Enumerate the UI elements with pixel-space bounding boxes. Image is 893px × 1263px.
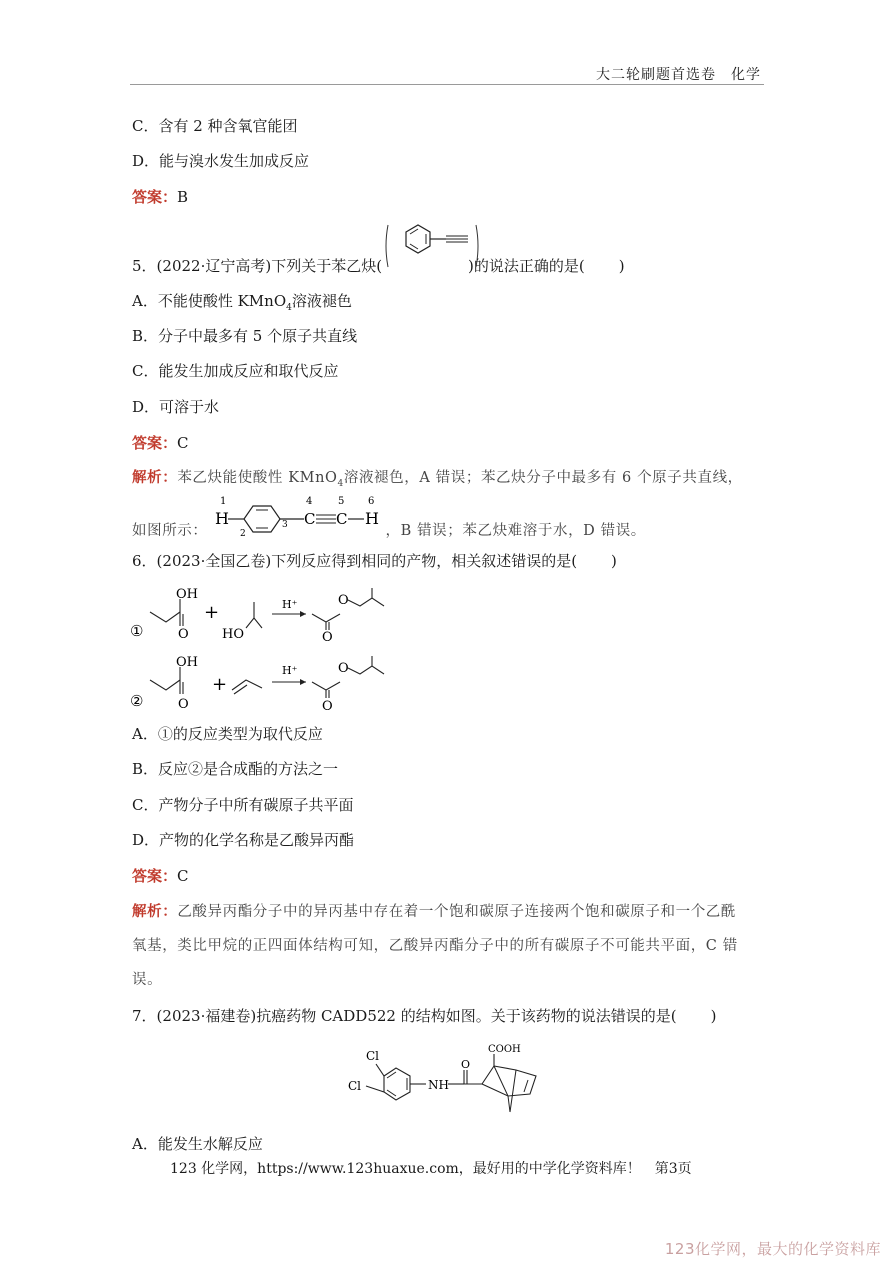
- ester-o-label: O: [338, 593, 349, 608]
- q6-stem: [132, 551, 617, 571]
- atom-c-5: C: [336, 510, 348, 528]
- atom-c-4: C: [304, 510, 316, 528]
- q4-answer: [132, 187, 188, 207]
- reaction-2-scheme: [128, 650, 388, 714]
- q5-option-c: C．能发生加成反应和取代反应: [132, 362, 339, 380]
- ester-o-label: O: [338, 661, 349, 676]
- plus-sign: +: [204, 602, 220, 623]
- catalyst-label: H⁺: [282, 598, 298, 611]
- ester-carbonyl-o: O: [322, 699, 333, 714]
- amide-o-label: O: [461, 1058, 471, 1071]
- q6-analysis-text1: 乙酸异丙酯分子中的异丙基中存在着一个饱和碳原子连接两个饱和碳原子和一个乙酰: [177, 904, 737, 920]
- q5-stem-part2: )的说法正确的是(: [468, 257, 585, 275]
- carbonyl-o-label: O: [178, 697, 189, 712]
- answer-label: 答案：: [132, 434, 178, 452]
- q5-analysis-2b: ，B 错误；苯乙炔难溶于水，D 错误。: [385, 523, 646, 539]
- site-watermark: 123化学网，最大的化学资料库: [664, 1240, 881, 1258]
- cl-upper: Cl: [366, 1049, 380, 1063]
- answer-value: C: [177, 867, 189, 885]
- answer-value: B: [177, 188, 189, 206]
- q5a-text-end: 溶液褪色: [291, 292, 352, 310]
- oh-label: OH: [176, 655, 198, 670]
- q6-option-c: C．产物分子中所有碳原子共平面: [132, 796, 354, 814]
- q6-option-a: A．①的反应类型为取代反应: [132, 725, 323, 743]
- plus-sign: +: [212, 674, 228, 695]
- q7-stem: [132, 1006, 716, 1026]
- q7-option-a: A．能发生水解反应: [132, 1135, 263, 1153]
- carbonyl-o-label: O: [178, 627, 189, 642]
- q5a-subscript: 4: [286, 303, 292, 313]
- analysis-label: 解析：: [132, 469, 178, 486]
- catalyst-label: H⁺: [282, 664, 298, 677]
- atom-number-2: 2: [240, 529, 246, 539]
- atom-h-right: H: [365, 509, 379, 528]
- q5-analysis-2a: 如图所示：: [132, 523, 208, 539]
- q5-stem-part3: ): [618, 257, 625, 275]
- q5-option-b: B．分子中最多有 5 个原子共直线: [132, 327, 358, 345]
- q6-stem-part1: 6．(2023·全国乙卷)下列反应得到相同的产物，相关叙述错误的是(: [132, 552, 578, 570]
- reaction-1-label: ①: [130, 622, 144, 640]
- cooh-label: COOH: [488, 1044, 521, 1055]
- q6-analysis-line1: [132, 902, 736, 922]
- q6-analysis-line2: 氧基，类比甲烷的正四面体结构可知，乙酸异丙酯分子中的所有碳原子不可能共平面，C 错: [132, 938, 738, 954]
- q4-option-c: C．含有 2 种含氧官能团: [132, 117, 298, 135]
- analysis-label: 解析：: [132, 903, 178, 920]
- reaction-1-scheme: [128, 584, 388, 642]
- q5-answer: [132, 433, 189, 453]
- atom-number-6: 6: [368, 496, 375, 507]
- q5-option-d: D．可溶于水: [132, 398, 220, 416]
- q6-option-b: B．反应②是合成酯的方法之一: [132, 760, 339, 778]
- atom-number-3: 3: [282, 520, 288, 530]
- q7-stem-part1: 7．(2023·福建卷)抗癌药物 CADD522 的结构如图。关于该药物的说法错误的是(: [132, 1007, 677, 1025]
- q5-analysis-line1: [132, 468, 743, 494]
- q5-stem: [132, 256, 625, 276]
- answer-label: 答案：: [132, 867, 178, 885]
- q6-option-d: D．产物的化学名称是乙酸异丙酯: [132, 831, 355, 849]
- page-header: 大二轮刷题首选卷 化学: [596, 67, 761, 83]
- reaction-2-label: ②: [130, 692, 144, 710]
- q6-answer: [132, 866, 189, 886]
- cadd522-structure: [346, 1040, 556, 1118]
- q6-analysis-line3: 误。: [132, 972, 163, 988]
- ho-label: HO: [222, 627, 244, 642]
- answer-value: C: [177, 434, 189, 452]
- atom-number-1: 1: [220, 496, 227, 507]
- collinear-atoms-diagram: [210, 494, 390, 540]
- q5a-text: A．不能使酸性 KMnO: [132, 292, 287, 310]
- nh-label: NH: [428, 1078, 449, 1092]
- atom-number-5: 5: [338, 496, 345, 507]
- q6-stem-part2: ): [611, 552, 617, 570]
- q5-analysis-text-end: 溶液褪色，A 错误；苯乙炔分子中最多有 6 个原子共直线，: [343, 470, 743, 486]
- q5-analysis-sub: 4: [337, 478, 344, 489]
- header-rule: [130, 84, 764, 85]
- q5-stem-part1: 5．(2022·辽宁高考)下列关于苯乙炔(: [132, 257, 383, 275]
- page-footer: 123 化学网，https://www.123huaxue.com，最好用的中学化学资料库！ 第3页: [170, 1161, 692, 1177]
- q7-stem-part2: ): [710, 1007, 717, 1025]
- phenylacetylene-structure: [384, 220, 480, 272]
- atom-number-4: 4: [306, 496, 313, 507]
- cl-lower: Cl: [348, 1079, 362, 1093]
- oh-label: OH: [176, 587, 198, 602]
- ester-carbonyl-o: O: [322, 630, 333, 642]
- q4-option-d: D．能与溴水发生加成反应: [132, 152, 310, 170]
- q5-analysis-text: 苯乙炔能使酸性 KMnO: [177, 470, 338, 486]
- atom-h-left: H: [215, 509, 229, 528]
- answer-label: 答案：: [132, 188, 178, 206]
- q5-option-a: [132, 291, 352, 318]
